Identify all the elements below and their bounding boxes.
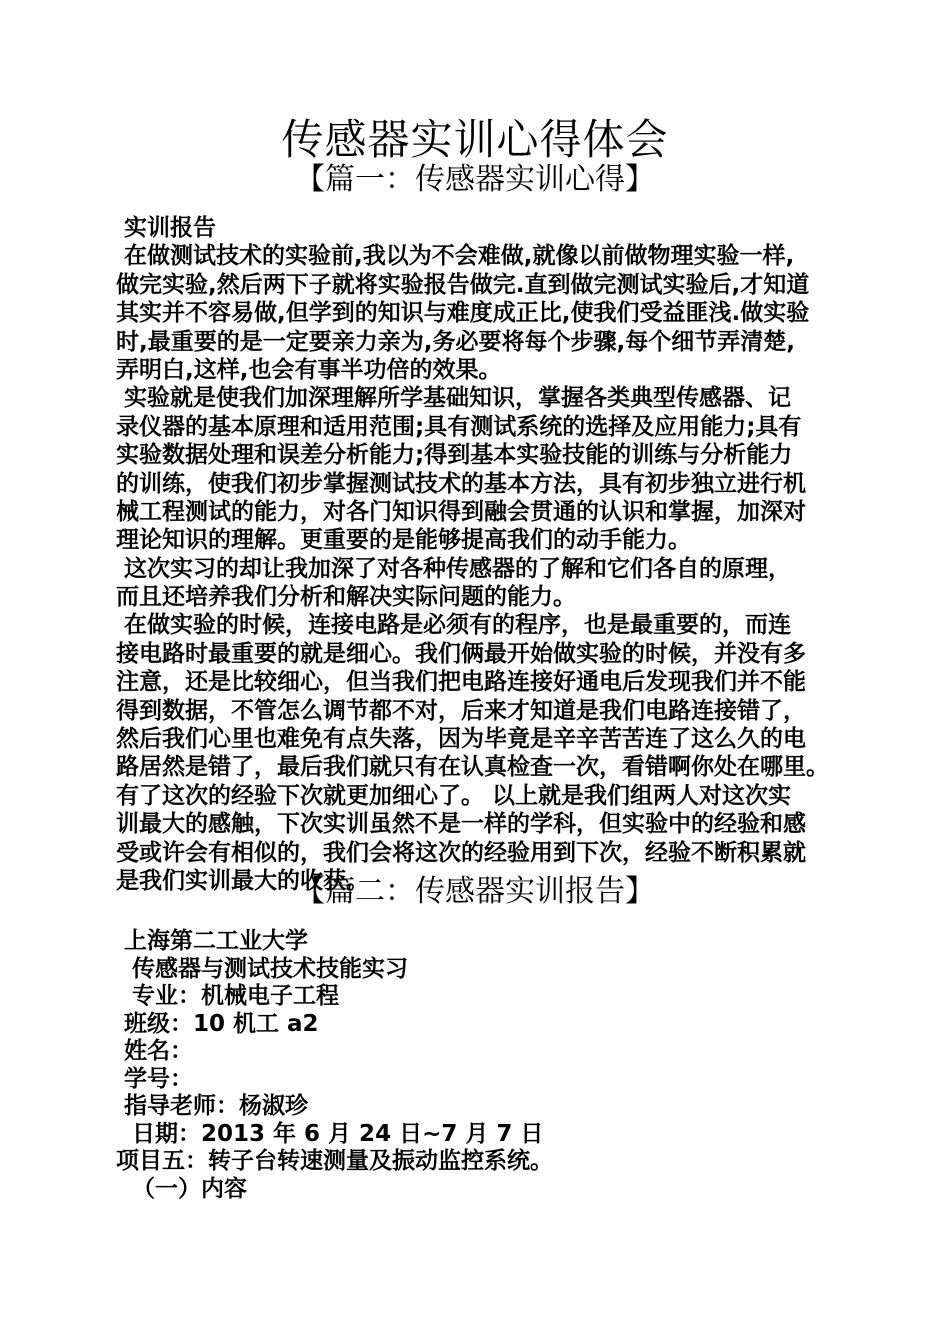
section1-paragraph-line: 受或许会有相似的，我们会将这次的经验用到下次，经验不断积累就: [116, 839, 806, 866]
section1-paragraph-line: 训最大的感触，下次实训虽然不是一样的学科，但实验中的经验和感: [116, 811, 806, 838]
section1-paragraph-line: 路居然是错了，最后我们就只有在认真检查一次，看错啊你处在哪里。: [116, 754, 829, 781]
section1-paragraph-line: 时,最重要的是一定要亲力亲为,务必要将每个步骤,每个细节弄清楚,: [116, 328, 795, 355]
section2-info-line: 上海第二工业大学: [116, 928, 309, 954]
section2-info-line: 班级：10 机工 a2: [116, 1010, 319, 1037]
section1-paragraph-line: 这次实习的却让我加深了对各种传感器的了解和它们各自的原理，: [116, 555, 792, 582]
section1-paragraph-line: 做完实验,然后两下子就将实验报告做完.直到做完测试实验后,才知道: [116, 271, 810, 298]
section2-info-line: 专业：机械电子工程: [116, 983, 340, 1009]
section1-paragraph-line: 其实并不容易做,但学到的知识与难度成正比,使我们受益匪浅.做实验: [116, 300, 810, 327]
section2-heading: 【篇二：传感器实训报告】: [295, 874, 655, 909]
section1-paragraph-line: 弄明白,这样,也会有事半功倍的效果。: [116, 356, 502, 383]
section1-paragraph-line: 注意，还是比较细心，但当我们把电路连接好通电后发现我们并不能: [116, 669, 806, 696]
section1-heading: 【篇一：传感器实训心得】: [295, 162, 655, 197]
section1-paragraph-line: 是我们实训最大的收获。: [116, 867, 369, 894]
section1-paragraph-line: 实验就是使我们加深理解所学基础知识，掌握各类典型传感器、记: [116, 385, 792, 412]
section1-paragraph-line: 理论知识的理解。更重要的是能够提高我们的动手能力。: [116, 527, 691, 554]
section1-paragraph-line: 在做实验的时候，连接电路是必须有的程序，也是最重要的，而连: [116, 612, 792, 639]
section1-paragraph-line: 实验数据处理和误差分析能力;得到基本实验技能的训练与分析能力: [116, 442, 793, 469]
section1-paragraph-line: 得到数据，不管怎么调节都不对，后来才知道是我们电路连接错了，: [116, 697, 806, 724]
section1-paragraph-line: 的训练，使我们初步掌握测试技术的基本方法，具有初步独立进行机: [116, 470, 806, 497]
section1-paragraph-line: 实训报告: [116, 215, 217, 241]
section1-paragraph-line: 械工程测试的能力，对各门知识得到融会贯通的认识和掌握，加深对: [116, 498, 806, 525]
section1-paragraph-line: 录仪器的基本原理和适用范围;具有测试系统的选择及应用能力;具有: [116, 413, 802, 440]
section2-info-line: 日期：2013 年 6 月 24 日~7 月 7 日: [116, 1120, 544, 1147]
section2-info-line: 学号：: [116, 1065, 194, 1092]
section1-paragraph-line: 接电路时最重要的就是细心。我们俩最开始做实验的时候，并没有多: [116, 640, 806, 667]
section2-info-line: （一）内容: [116, 1175, 248, 1202]
section2-info: [116, 928, 846, 1203]
section2-info-line: 项目五：转子台转速测量及振动监控系统。: [116, 1148, 553, 1174]
section1-paragraph-line: 在做测试技术的实验前,我以为不会难做,就像以前做物理实验一样,: [116, 243, 795, 270]
document-title: 传感器实训心得体会: [281, 115, 669, 164]
section1-paragraph-line: 然后我们心里也难免有点失落，因为毕竟是辛辛苦苦连了这么久的电: [116, 726, 806, 753]
section2-info-line: 姓名：: [116, 1038, 194, 1064]
section1-body: [116, 214, 846, 895]
section1-paragraph-line: 有了这次的经验下次就更加细心了。 以上就是我们组两人对这次实: [116, 782, 792, 809]
section1-paragraph-line: 而且还培养我们分析和解决实际问题的能力。: [116, 584, 576, 611]
section2-info-line: 传感器与测试技术技能实习: [116, 955, 409, 982]
section2-info-line: 指导老师：杨淑珍: [116, 1093, 309, 1119]
